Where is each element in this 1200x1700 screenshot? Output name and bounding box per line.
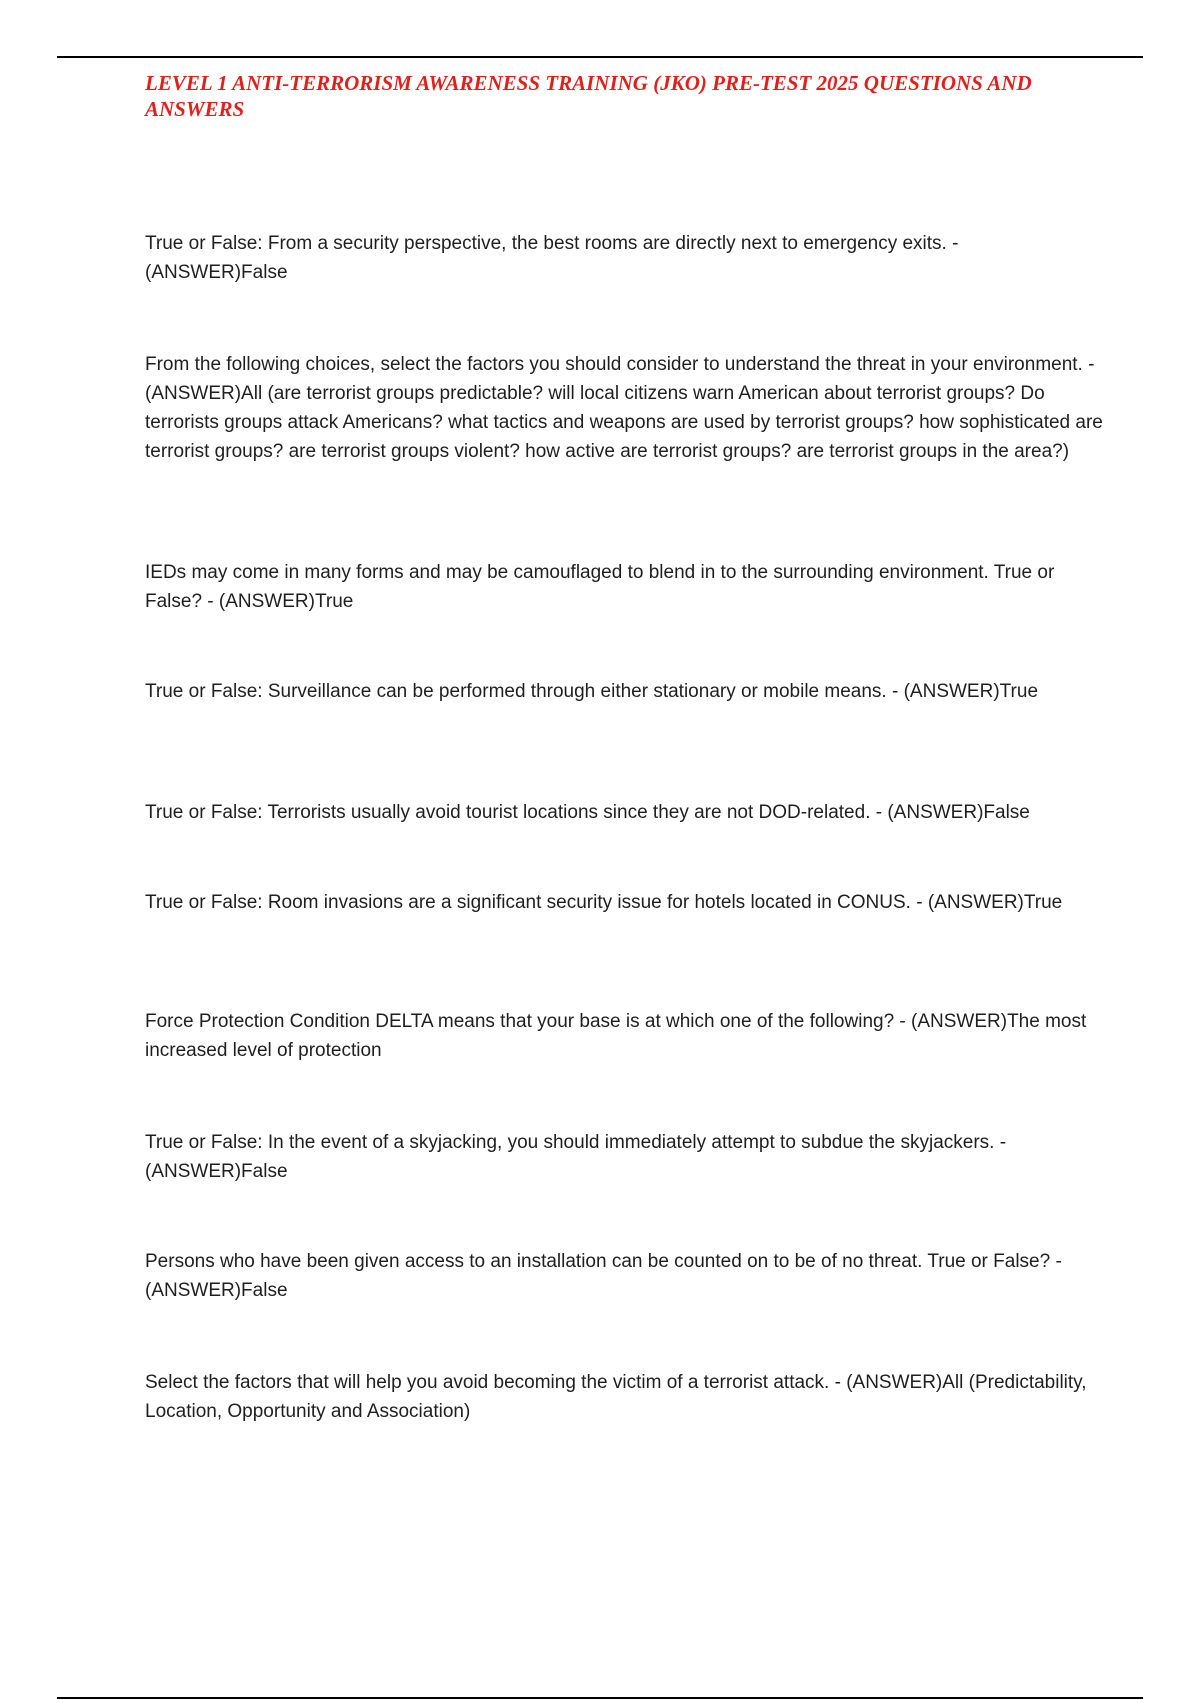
qa-item: Select the factors that will help you avoid becoming the victim of a terrorist attack. - (ANSWER)All (Predictability, Location, Opportunity and Association)	[145, 1372, 1087, 1422]
qa-item: True or False: Room invasions are a significant security issue for hotels located in CONUS. - (ANSWER)True	[145, 892, 1063, 913]
qa-item: Force Protection Condition DELTA means that your base is at which one of the following? - (ANSWER)The most increased level of protection	[145, 1011, 1087, 1061]
qa-item: True or False: In the event of a skyjacking, you should immediately attempt to subdue the skyjackers. - (ANSWER)False	[145, 1132, 1007, 1182]
qa-item: IEDs may come in many forms and may be camouflaged to blend in to the surrounding environment. True or False? - (ANSWER)True	[145, 562, 1055, 612]
qa-item: True or False: From a security perspective, the best rooms are directly next to emergency exits. - (ANSWER)False	[145, 233, 959, 283]
bottom-divider	[57, 1697, 1143, 1699]
qa-item: True or False: Surveillance can be performed through either stationary or mobile means. - (ANSWER)True	[145, 681, 1039, 702]
qa-item: From the following choices, select the factors you should consider to understand the threat in your environment. - (ANSWER)All (are terrorist groups predictable? will local citizens warn American about terrorist groups? Do terrorists groups attack Americans? what tactics and weapons are used by terrorist groups? how sophisticated are terrorist groups? are terrorist groups violent? how active are terrorist groups? are terrorist groups in the area?)	[145, 354, 1103, 462]
top-divider	[57, 56, 1143, 58]
qa-item: True or False: Terrorists usually avoid tourist locations since they are not DOD-related. - (ANSWER)False	[145, 802, 1030, 823]
document-title: LEVEL 1 ANTI-TERRORISM AWARENESS TRAINING (JKO) PRE-TEST 2025 QUESTIONS AND ANSWERS	[145, 71, 1032, 121]
qa-item: Persons who have been given access to an installation can be counted on to be of no threat. True or False? - (ANSWER)False	[145, 1251, 1062, 1301]
